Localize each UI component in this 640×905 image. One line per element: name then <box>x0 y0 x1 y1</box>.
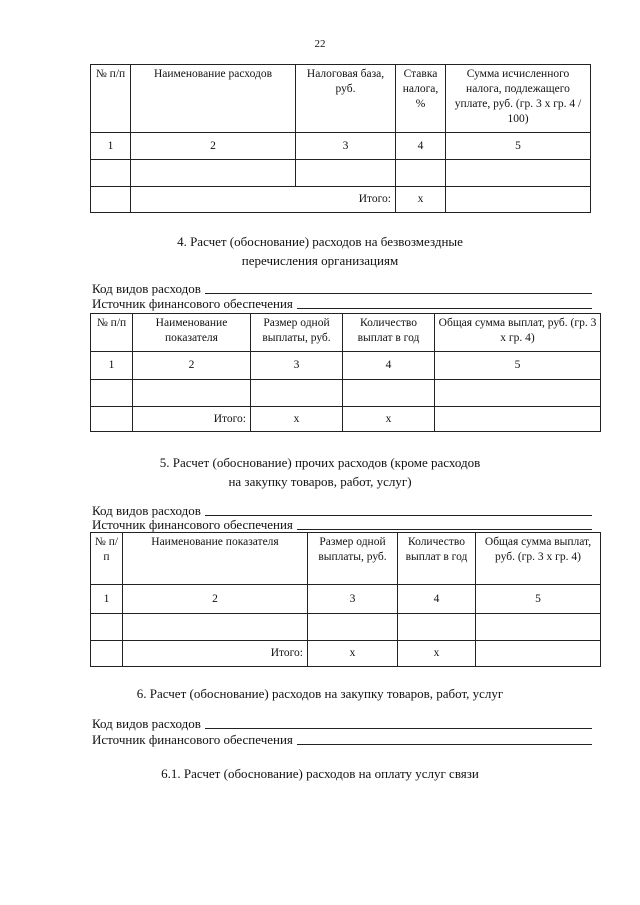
page-number: 22 <box>314 38 326 50</box>
column-header: № п/п <box>91 65 131 133</box>
column-header: Количество выплат в год <box>398 533 476 585</box>
total-row <box>91 641 601 667</box>
funding-source-line <box>297 296 592 309</box>
table-cell <box>476 641 601 667</box>
table-row <box>91 160 591 187</box>
column-number: 2 <box>123 585 308 614</box>
table-cell <box>435 407 601 432</box>
funding-source-line <box>297 517 592 530</box>
column-number: 1 <box>91 352 133 380</box>
column-header: Размер одной выплаты, руб. <box>251 314 343 352</box>
table-cell <box>446 160 591 187</box>
expense-code-field <box>92 716 592 733</box>
table-cell <box>91 614 123 641</box>
total-x-mark: х <box>396 187 446 213</box>
total-x-mark: х <box>251 407 343 432</box>
section-6-1-title: 6.1. Расчет (обоснование) расходов на оплату услуг связи <box>161 766 479 781</box>
expense-code-line <box>205 716 592 729</box>
column-header: № п/п <box>91 314 133 352</box>
table-cell <box>251 380 343 407</box>
total-x-mark: х <box>308 641 398 667</box>
expense-code-label: Код видов расходов <box>92 503 201 518</box>
column-number-row <box>91 352 601 380</box>
column-number: 4 <box>398 585 476 614</box>
column-number-row <box>91 585 601 614</box>
funding-source-field <box>92 732 592 749</box>
column-header: Общая сумма выплат, руб. (гр. 3 х гр. 4) <box>476 533 601 585</box>
column-header: Налоговая база, руб. <box>296 65 396 133</box>
total-label: Итого: <box>131 187 396 213</box>
column-header: Наименование показателя <box>133 314 251 352</box>
column-number: 3 <box>251 352 343 380</box>
table-cell <box>398 614 476 641</box>
expense-code-line <box>205 503 592 516</box>
column-number: 5 <box>435 352 601 380</box>
funding-source-line <box>297 732 592 745</box>
total-row <box>91 187 591 213</box>
funding-source-label: Источник финансового обеспечения <box>92 517 293 532</box>
column-header: № п/п <box>91 533 123 585</box>
table-cell <box>133 380 251 407</box>
table-cell <box>343 380 435 407</box>
total-x-mark: х <box>398 641 476 667</box>
table-header-row <box>91 65 591 133</box>
column-number: 1 <box>91 585 123 614</box>
expense-code-line <box>205 281 592 294</box>
total-row <box>91 407 601 432</box>
table-cell <box>91 187 131 213</box>
section-5-title: 5. Расчет (обоснование) прочих расходов (кроме расходов на закупку товаров, работ, услуг) <box>159 455 481 489</box>
expense-code-label: Код видов расходов <box>92 716 201 731</box>
column-number: 4 <box>343 352 435 380</box>
table-cell <box>446 187 591 213</box>
funding-source-label: Источник финансового обеспечения <box>92 296 293 311</box>
column-number: 1 <box>91 133 131 160</box>
table-cell <box>435 380 601 407</box>
column-number: 2 <box>131 133 296 160</box>
column-header: Наименование расходов <box>131 65 296 133</box>
column-number-row <box>91 133 591 160</box>
column-number: 3 <box>308 585 398 614</box>
table-row <box>91 614 601 641</box>
funding-source-label: Источник финансового обеспечения <box>92 732 293 747</box>
column-header: Размер одной выплаты, руб. <box>308 533 398 585</box>
table-cell <box>476 614 601 641</box>
expense-code-label: Код видов расходов <box>92 281 201 296</box>
grants-calculation-table <box>90 313 601 432</box>
total-label: Итого: <box>123 641 308 667</box>
table-header-row <box>91 314 601 352</box>
column-number: 3 <box>296 133 396 160</box>
total-x-mark: х <box>343 407 435 432</box>
funding-source-field <box>92 296 592 313</box>
table-cell <box>91 380 133 407</box>
table-cell <box>131 160 296 187</box>
table-cell <box>91 407 133 432</box>
table-row <box>91 380 601 407</box>
table-header-row <box>91 533 601 585</box>
table-cell <box>308 614 398 641</box>
table-cell <box>91 160 131 187</box>
table-cell <box>123 614 308 641</box>
table-cell <box>296 160 396 187</box>
table-cell <box>396 160 446 187</box>
column-number: 5 <box>446 133 591 160</box>
column-header: Сумма исчисленного налога, подлежащего уплате, руб. (гр. 3 х гр. 4 / 100) <box>446 65 591 133</box>
column-header: Ставка налога, % <box>396 65 446 133</box>
table-cell <box>91 641 123 667</box>
total-label: Итого: <box>133 407 251 432</box>
column-number: 2 <box>133 352 251 380</box>
other-expenses-table <box>90 532 601 667</box>
column-header: Общая сумма выплат, руб. (гр. 3 х гр. 4) <box>435 314 601 352</box>
section-4-title: 4. Расчет (обоснование) расходов на безвозмездные перечисления организациям <box>177 234 463 268</box>
section-6-title: 6. Расчет (обоснование) расходов на закупку товаров, работ, услуг <box>136 686 504 701</box>
tax-calculation-table <box>90 64 591 213</box>
column-header: Количество выплат в год <box>343 314 435 352</box>
column-number: 4 <box>396 133 446 160</box>
column-number: 5 <box>476 585 601 614</box>
column-header: Наименование показателя <box>123 533 308 585</box>
